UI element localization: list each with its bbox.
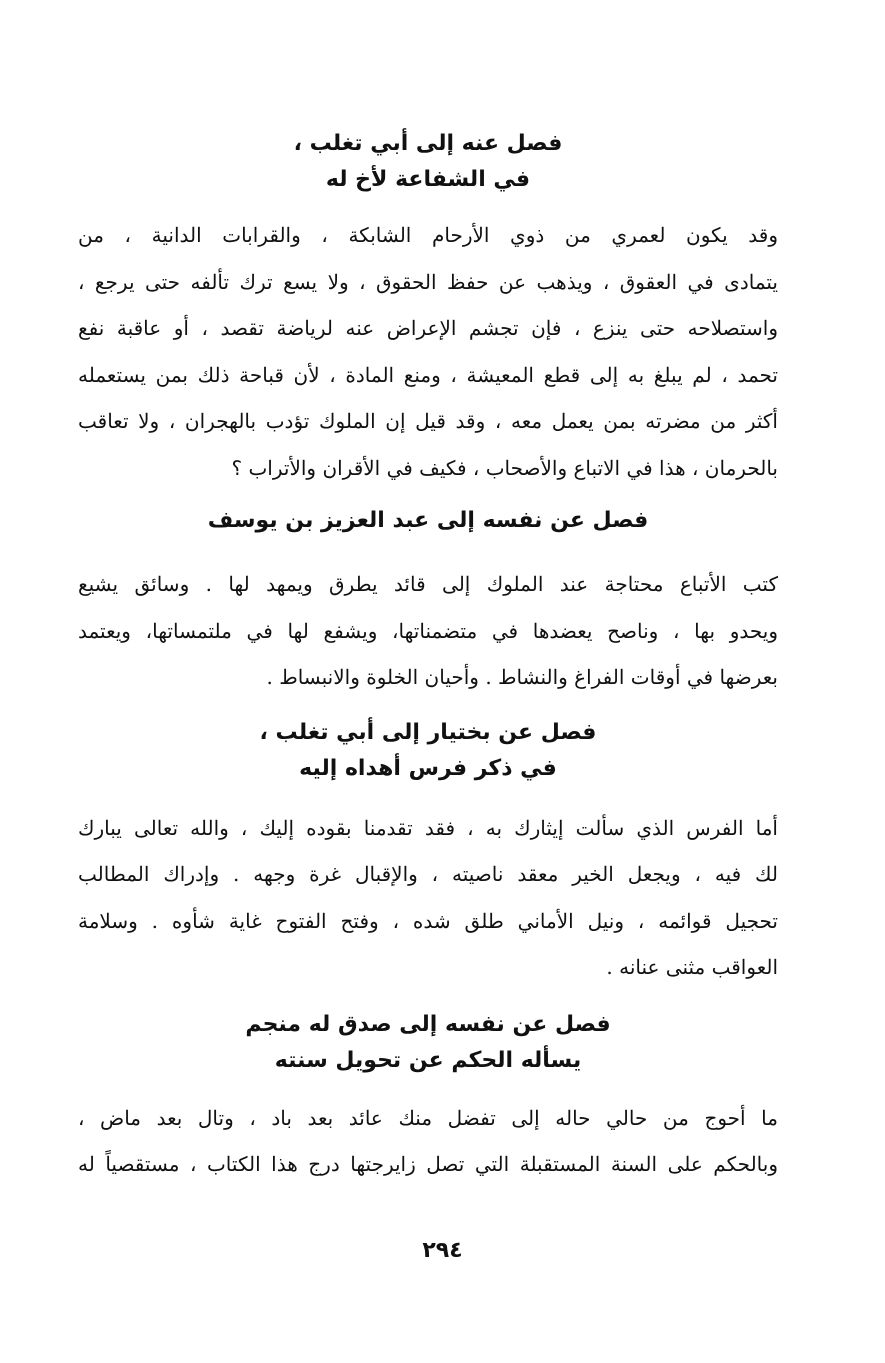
section-paragraph [78,561,778,701]
heading-line: في الشفاعة لأخ له [325,167,531,192]
section-heading-horse-gift [78,715,778,787]
heading-line: فصل عنه إلى أبي تغلب ، [293,131,563,156]
text-line: يتمادى في العقوق ، ويذهب عن حفظ الحقوق ، ولا يسع ترك تألفه حتى يرجع ، [78,269,778,294]
text-line: تحمد ، لم يبلغ به إلى قطع المعيشة ، ومنع المادة ، لأن قباحة ذلك بمن يستعمله [78,362,778,387]
text-line: واستصلاحه حتى ينزع ، فإن تجشم الإعراض عنه لرياضة تقصد ، أو عاقبة نفع [78,316,778,340]
text-line: لك فيه ، ويجعل الخير معقد ناصيته ، والإقبال غرة وجهه . وإدراك المطالب [78,862,778,886]
section-paragraph [78,1095,778,1188]
text-line: وقد يكون لعمري من ذوي الأرحام الشابكة ، والقرابات الدانية ، من [78,223,778,247]
page-number: ٢٩٤ [422,1238,463,1263]
section-paragraph [78,805,778,991]
section-heading-abd-al-aziz [78,503,778,539]
section-heading-abu-taghlib-intercession [78,126,778,198]
text-line: بالحرمان ، هذا في الاتباع والأصحاب ، فكيف في الأقران والأتراب ؟ [231,455,778,480]
text-line: تحجيل قوائمه ، ونيل الأماني طلق شده ، وفتح الفتوح غاية شأوه . وسلامة [78,908,778,933]
heading-line: فصل عن نفسه إلى صدق له منجم [245,1011,611,1037]
text-line: كتب الأتباع محتاجة عند الملوك إلى قائد يطرق ويمهد لها . وسائق يشيع [78,572,778,596]
text-line: بعرضها في أوقات الفراغ والنشاط . وأحيان الخلوة والانبساط . [266,665,778,689]
text-line: أما الفرس الذي سألت إيثارك به ، فقد تقدمنا بقوده إليك ، والله تعالى يبارك [78,815,778,840]
text-line: وبالحكم على السنة المستقبلة التي تصل زايرجتها درج هذا الكتاب ، مستقصياً له [78,1152,778,1176]
book-page [78,118,778,1188]
section-heading-astrologer [78,1007,778,1079]
heading-line: فصل عن بختيار إلى أبي تغلب ، [259,719,597,745]
heading-line: فصل عن نفسه إلى عبد العزيز بن يوسف [207,508,649,533]
text-line: ما أحوج من حالي حاله إلى تفضل منك عائد بعد باد ، وتال بعد ماض ، [78,1105,778,1130]
text-line: العواقب مثنى عنانه . [606,955,778,979]
section-paragraph [78,212,778,491]
text-line: ويحدو بها ، وناصح يعضدها في متضمناتها، ويشفع لها في ملتمساتها، ويعتمد [78,618,778,643]
heading-line: في ذكر فرس أهداه إليه [299,755,557,781]
text-line: أكثر من مضرته بمن يعمل معه ، وقد قيل إن الملوك تؤدب بالهجران ، ولا تعاقب [78,409,778,433]
heading-line: يسأله الحكم عن تحويل سنته [274,1047,582,1073]
